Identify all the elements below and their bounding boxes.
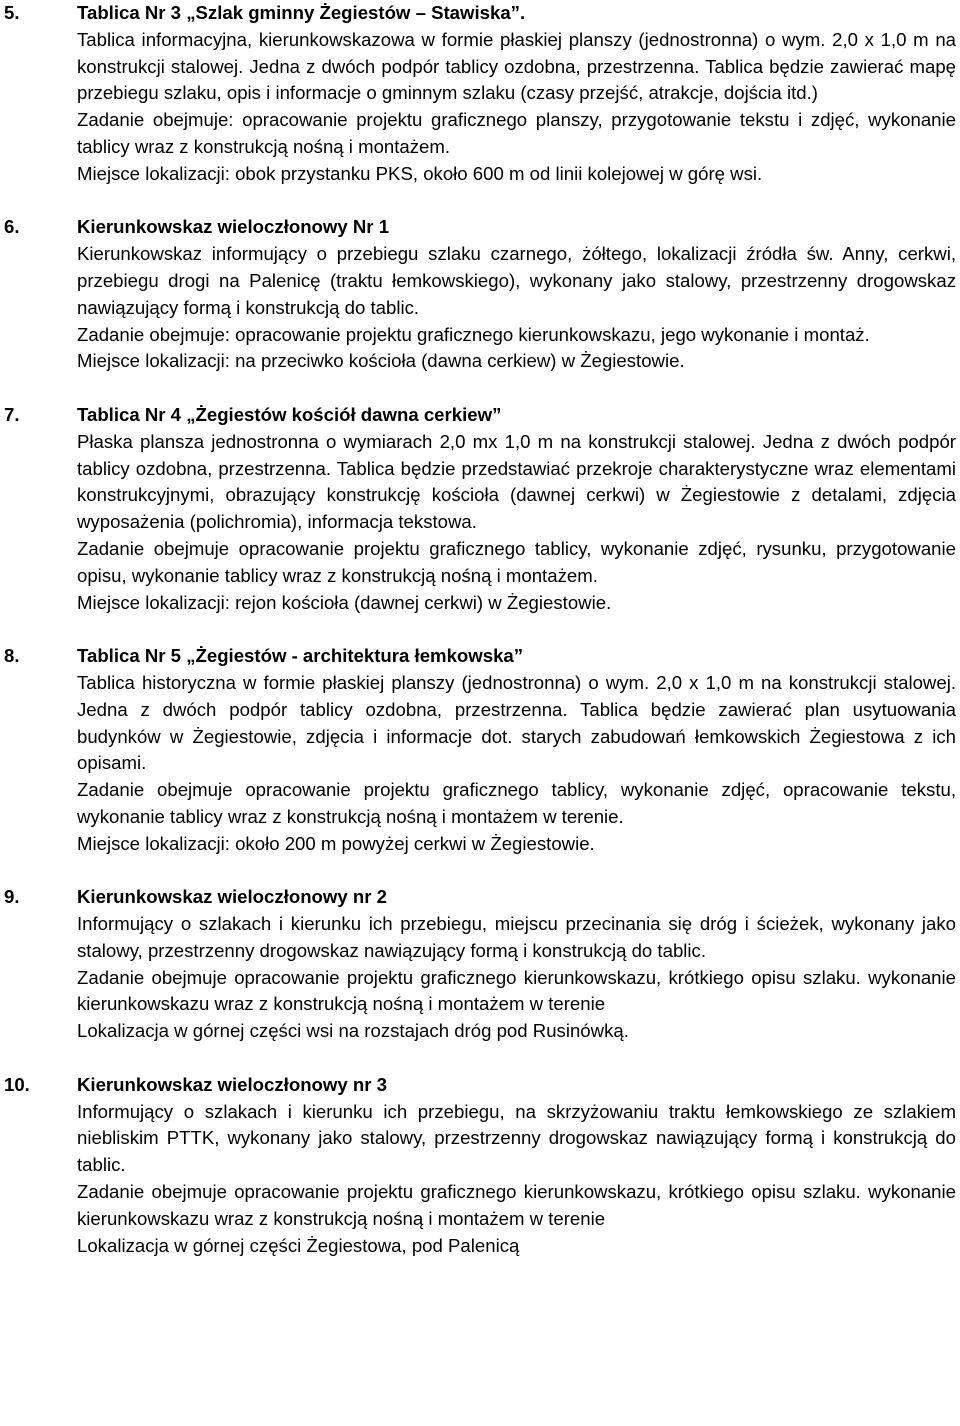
section-title: Kierunkowskaz wieloczłonowy nr 2 <box>77 886 387 908</box>
section-heading <box>4 643 956 670</box>
paragraph: Informujący o szlakach i kierunku ich przebiegu, miejscu przecinania się dróg i ścieżek, wykonany jako stalowy, przestrzenny drogowskaz nawiązujący formą i konstrukcją do tablic. <box>77 913 956 961</box>
section-10 <box>4 1072 956 1260</box>
section-heading <box>4 1072 956 1099</box>
paragraph: Tablica informacyjna, kierunkowskazowa w formie płaskiej planszy (jednostronna) o wym. 2,0 x 1,0 m na konstrukcji stalowej. Jedna z dwóch podpór tablicy ozdobna, przestrzenna. Tablica będzie zawierać mapę przebiegu szlaku, opis i informacje o gminnym szlaku (czasy przejść, atrakcje, dojścia itd.) <box>77 28 956 104</box>
section-number: 8. <box>4 645 20 667</box>
paragraph: Miejsce lokalizacji: na przeciwko kościoła (dawna cerkiew) w Żegiestowie. <box>77 350 685 372</box>
paragraph: Miejsce lokalizacji: rejon kościoła (dawnej cerkwi) w Żegiestowie. <box>77 591 612 613</box>
section-number: 5. <box>4 2 20 23</box>
paragraph: Zadanie obejmuje opracowanie projektu graficznego kierunkowskazu, krótkiego opisu szlaku. wykonanie kierunkowskazu wraz z konstrukcją nośną i montażem w terenie <box>77 1181 956 1229</box>
section-title: Kierunkowskaz wieloczłonowy Nr 1 <box>77 216 390 238</box>
section-7 <box>4 402 956 616</box>
paragraph: Płaska plansza jednostronna o wymiarach 2,0 mx 1,0 m na konstrukcji stalowej. Jedna z dwóch podpór tablicy ozdobna, przestrzenna. Tablica będzie przedstawiać przekroje charakterystyczne wraz elementami konstrukcyjnymi, obrazujący konstrukcję kościoła (dawnej cerkwi) w Żegiestowie z detalami, zdjęcia wyposażenia (polichromia), informacja tekstowa. <box>77 430 956 533</box>
paragraph: Miejsce lokalizacji: około 200 m powyżej cerkwi w Żegiestowie. <box>77 832 595 854</box>
paragraph: Zadanie obejmuje opracowanie projektu graficznego tablicy, wykonanie zdjęć, opracowanie tekstu, wykonanie tablicy wraz z konstrukcją nośną i montażem w terenie. <box>77 779 956 827</box>
section-title: Tablica Nr 5 „Żegiestów - architektura łemkowska” <box>77 645 524 667</box>
section-heading <box>4 402 956 429</box>
section-8 <box>4 643 956 857</box>
section-5 <box>4 0 956 188</box>
paragraph: Zadanie obejmuje: opracowanie projektu graficznego planszy, przygotowanie tekstu i zdjęć, wykonanie tablicy wraz z konstrukcją nośną i montażem. <box>77 109 956 157</box>
paragraph: Zadanie obejmuje opracowanie projektu graficznego kierunkowskazu, krótkiego opisu szlaku. wykonanie kierunkowskazu wraz z konstrukcją nośną i montażem w terenie <box>77 966 956 1015</box>
section-heading <box>4 884 956 911</box>
paragraph: Lokalizacja w górnej części wsi na rozstajach dróg pod Rusinówką. <box>77 1020 629 1042</box>
paragraph: Kierunkowskaz informujący o przebiegu szlaku czarnego, żółtego, lokalizacji źródła św. Anny, cerkwi, przebiegu drogi na Palenicę (traktu łemkowskiego), wykonany jako stalowy, przestrzenny drogowskaz nawiązujący formą i konstrukcją do tablic. <box>77 243 956 318</box>
section-6 <box>4 214 956 375</box>
paragraph: Zadanie obejmuje: opracowanie projektu graficznego kierunkowskazu, jego wykonanie i montaż. <box>77 323 870 345</box>
section-title: Tablica Nr 3 „Szlak gminny Żegiestów – Stawiska”. <box>77 2 526 23</box>
paragraph: Tablica historyczna w formie płaskiej planszy (jednostronna) o wym. 2,0 x 1,0 m na konstrukcji stalowej. Jedna z dwóch podpór tablicy ozdobna, przestrzenna. Tablica będzie zawierać plan usytuowania budynków w Żegiestowie, zdjęcia i informacje dot. starych zabudowań łemkowskich Żegiestowa z ich opisami. <box>77 671 956 774</box>
section-number: 6. <box>4 216 20 238</box>
section-number: 9. <box>4 886 20 908</box>
paragraph: Zadanie obejmuje opracowanie projektu graficznego tablicy, wykonanie zdjęć, rysunku, przygotowanie opisu, wykonanie tablicy wraz z konstrukcją nośną i montażem. <box>77 537 956 586</box>
paragraph: Lokalizacja w górnej części Żegiestowa, pod Palenicą <box>77 1234 520 1256</box>
section-title: Tablica Nr 4 „Żegiestów kościół dawna cerkiew” <box>77 403 502 425</box>
section-number: 7. <box>4 403 20 425</box>
section-heading <box>4 214 956 241</box>
paragraph: Informujący o szlakach i kierunku ich przebiegu, na skrzyżowaniu traktu łemkowskiego ze szlakiem niebliskim PTTK, wykonany jako stalowy, przestrzenny drogowskaz nawiązujący formą i konstrukcją do tablic. <box>77 1100 956 1176</box>
section-heading <box>4 0 956 27</box>
section-number: 10. <box>4 1073 30 1095</box>
section-9 <box>4 884 956 1045</box>
paragraph: Miejsce lokalizacji: obok przystanku PKS, około 600 m od linii kolejowej w górę wsi. <box>77 162 763 184</box>
section-title: Kierunkowskaz wieloczłonowy nr 3 <box>77 1073 387 1095</box>
